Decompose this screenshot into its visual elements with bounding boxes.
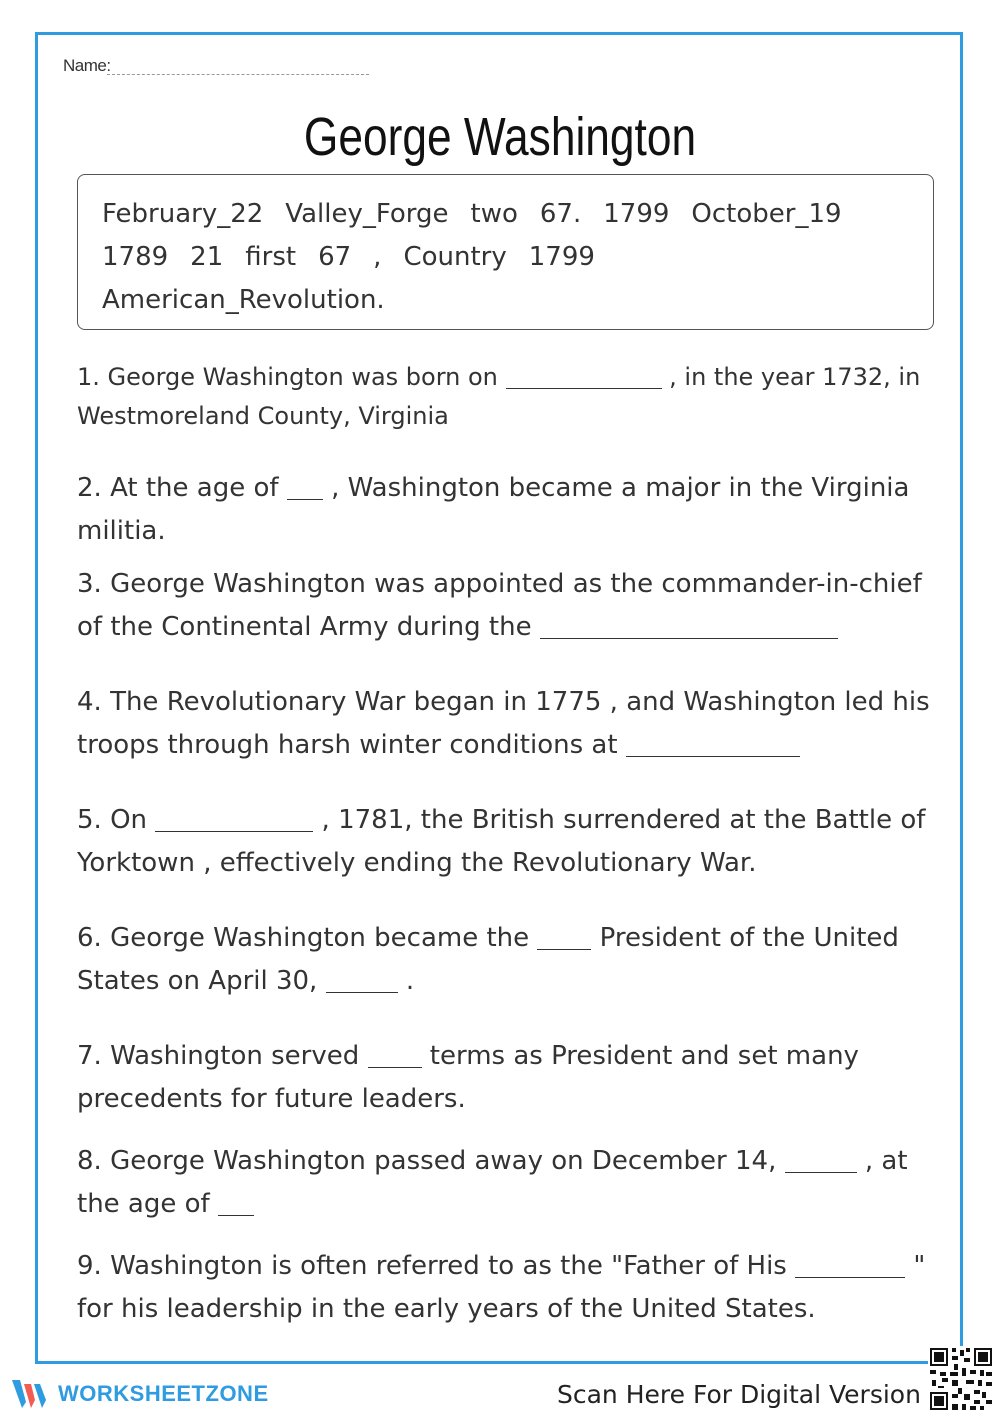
answer-blank[interactable] [326, 966, 398, 993]
answer-blank[interactable] [626, 730, 800, 757]
word: February_22 [102, 199, 264, 229]
answer-blank[interactable] [537, 923, 591, 950]
answer-blank[interactable] [218, 1189, 254, 1216]
word: 67 [318, 242, 352, 272]
question-2 [77, 467, 939, 553]
question-3 [77, 563, 927, 649]
question-text: 3. George Washington was appointed as the commander-in-chief of the Continental Army during the [77, 569, 922, 642]
question-text: , in the year 1732, in Westmoreland County, Virginia [77, 363, 921, 430]
answer-blank[interactable] [287, 473, 323, 500]
word: American_Revolution. [102, 285, 385, 315]
question-8 [77, 1140, 939, 1226]
word: Country [403, 242, 507, 272]
name-field[interactable] [107, 74, 369, 75]
qr-code-icon[interactable] [928, 1346, 994, 1412]
word-bank-line-2 [102, 236, 909, 279]
word: Valley_Forge [285, 199, 449, 229]
word: , [373, 242, 382, 272]
question-text: 4. The Revolutionary War began in 1775 , and Washington led his troops through harsh winter conditions at [77, 687, 930, 760]
question-text: terms as President and set many precedents for future leaders. [77, 1041, 859, 1114]
question-text: 1. George Washington was born on [77, 363, 506, 391]
question-6 [77, 917, 939, 1003]
word: 1789 [102, 242, 169, 272]
word: 1799 [528, 242, 595, 272]
question-text: , at the age of [77, 1146, 908, 1219]
w-logo-icon [10, 1376, 52, 1412]
question-text: . [397, 966, 415, 996]
worksheetzone-logo [10, 1376, 269, 1412]
word: 67. [539, 199, 582, 229]
word-bank [77, 174, 934, 330]
brand-name: WORKSHEETZONE [58, 1381, 269, 1406]
question-9 [77, 1245, 939, 1331]
word: 21 [190, 242, 224, 272]
word: two [470, 199, 518, 229]
question-text: 2. At the age of [77, 473, 287, 503]
word-bank-line-3 [102, 279, 909, 322]
question-text: , Washington became a major in the Virginia militia. [77, 473, 910, 546]
answer-blank[interactable] [506, 364, 662, 389]
answer-blank[interactable] [368, 1041, 422, 1068]
question-text: 5. On [77, 805, 156, 835]
scan-instruction: Scan Here For Digital Version [557, 1380, 921, 1409]
word: first [245, 242, 297, 272]
answer-blank[interactable] [785, 1146, 857, 1173]
question-text: , 1781, the British surrendered at the Battle of Yorktown , effectively ending the Revolutionary War. [77, 805, 926, 878]
word: October_19 [691, 199, 842, 229]
question-text: 8. George Washington passed away on December 14, [77, 1146, 785, 1176]
question-4 [77, 681, 939, 767]
answer-blank[interactable] [155, 805, 313, 832]
word-bank-line-1 [102, 193, 909, 236]
name-label: Name: [63, 56, 111, 75]
question-text: President of the United States on April 30, [77, 923, 899, 996]
question-text: 9. Washington is often referred to as the "Father of His [77, 1251, 796, 1281]
page-title: George Washington [303, 107, 697, 167]
question-text: 6. George Washington became the [77, 923, 538, 953]
word: 1799 [603, 199, 670, 229]
question-5 [77, 799, 939, 885]
answer-blank[interactable] [795, 1251, 905, 1278]
question-text: 7. Washington served [77, 1041, 368, 1071]
question-text: " for his leadership in the early years of the United States. [77, 1251, 926, 1324]
answer-blank[interactable] [540, 612, 838, 639]
question-7 [77, 1035, 939, 1121]
question-1 [77, 358, 939, 436]
